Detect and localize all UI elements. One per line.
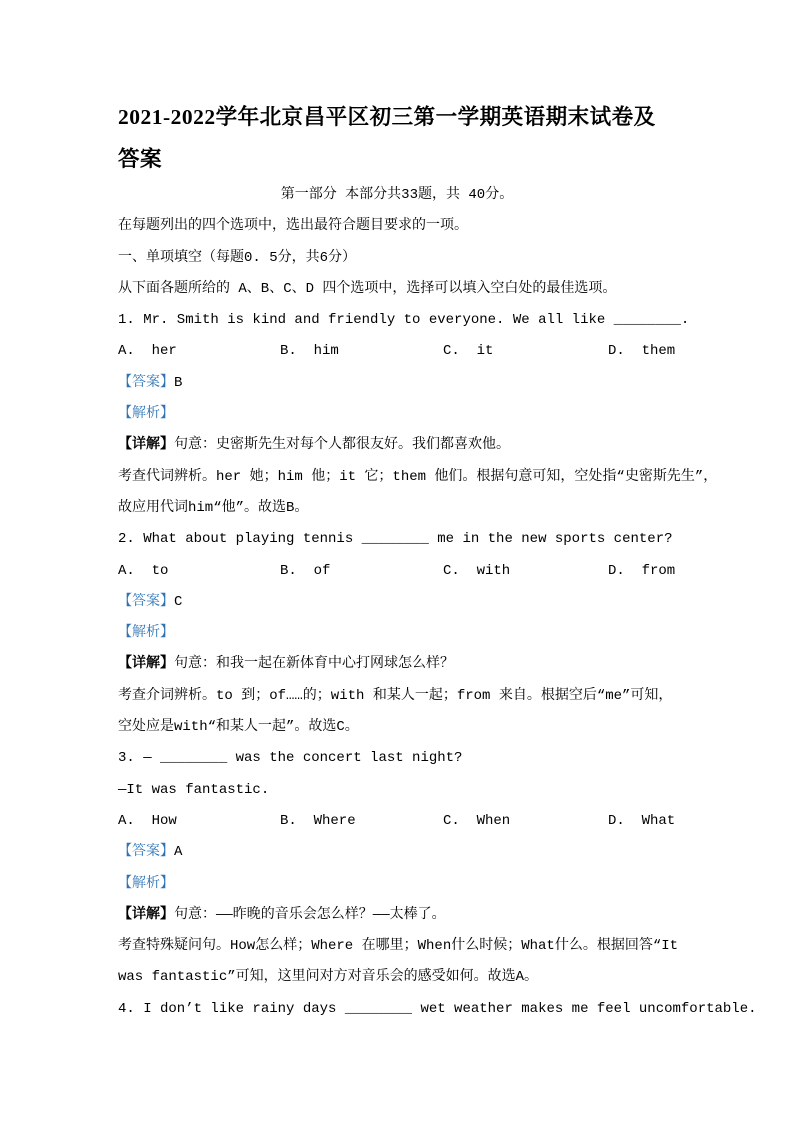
- question-1-options: [118, 336, 676, 367]
- answer-label: 【答案】: [118, 844, 174, 861]
- question-3-option-c: C. When: [443, 812, 511, 829]
- question-1-option-b: B. him: [280, 343, 339, 360]
- question-3-answer-line: [118, 837, 676, 868]
- question-1-option-a: A. her: [118, 343, 177, 360]
- question-2-detail-line-2: 考查介词辨析。to 到；of……的；with 和某人一起；from 来自。根据空后“me”可知，: [118, 687, 673, 704]
- answer-label: 【答案】: [118, 593, 174, 610]
- question-3-option-d: D. What: [608, 812, 676, 829]
- part-header: 第一部分 本部分共33题，共 40分。: [280, 187, 514, 203]
- question-3-stem: 3. — ________ was the concert last night?: [118, 750, 463, 767]
- question-2-detail-intro: 句意：和我一起在新体育中心打网球怎么样？: [174, 656, 454, 673]
- document-title: 2021-2022学年北京昌平区初三第一学期英语期末试卷及答案: [118, 105, 656, 171]
- question-2-detail-line-3: 空处应是with“和某人一起”。故选C。: [118, 719, 359, 736]
- section-instruction: 从下面各题所给的 A、B、C、D 四个选项中，选择可以填入空白处的最佳选项。: [118, 280, 617, 297]
- question-3-analysis-line: [118, 869, 676, 900]
- question-3-stem-line-2: —It was fantastic.: [118, 781, 270, 798]
- question-1-detail-line-2: 考查代词辨析。her 她；him 他；it 它；them 他们。根据句意可知，空处指“史密斯先生”，: [118, 468, 718, 485]
- question-1-detail-intro: 句意：史密斯先生对每个人都很友好。我们都喜欢他。: [174, 437, 510, 454]
- question-2-options: [118, 556, 676, 587]
- question-2-option-a: A. to: [118, 562, 169, 579]
- question-3-detail-line-2: 考查特殊疑问句。How怎么样；Where 在哪里；When什么时候；What什么。根据回答“It: [118, 938, 679, 955]
- question-3-option-a: A. How: [118, 812, 177, 829]
- question-2-detail-line-1: [118, 649, 676, 680]
- question-1: [118, 305, 718, 524]
- question-1-analysis-line: [118, 399, 676, 430]
- question-3-answer-value: A: [174, 844, 183, 861]
- question-2-analysis-line: [118, 618, 676, 649]
- question-1-answer-value: B: [174, 374, 183, 391]
- general-instruction: 在每题列出的四个选项中，选出最符合题目要求的一项。: [118, 218, 468, 235]
- analysis-label: 【解析】: [118, 625, 174, 642]
- question-2: [118, 524, 676, 743]
- analysis-label: 【解析】: [118, 406, 174, 423]
- question-1-detail-line-3: 故应用代词him“他”。故选B。: [118, 499, 309, 516]
- question-1-option-c: C. it: [443, 343, 494, 360]
- detail-label: 【详解】: [118, 437, 174, 454]
- analysis-label: 【解析】: [118, 875, 174, 892]
- question-2-option-c: C. with: [443, 562, 511, 579]
- question-2-option-b: B. of: [280, 562, 331, 579]
- question-3-option-b: B. Where: [280, 812, 356, 829]
- question-3: [118, 743, 679, 993]
- question-3-detail-line-1: [118, 900, 676, 931]
- question-1-answer-line: [118, 368, 676, 399]
- question-2-answer-line: [118, 587, 676, 618]
- question-2-option-d: D. from: [608, 562, 676, 579]
- answer-label: 【答案】: [118, 374, 174, 391]
- question-3-options: [118, 806, 676, 837]
- question-3-detail-intro: 句意：——昨晚的音乐会怎么样？——太棒了。: [174, 906, 446, 923]
- question-1-detail-line-1: [118, 430, 676, 461]
- question-4-stem: 4. I don’t like rainy days ________ wet weather makes me feel uncomfortable.: [118, 1000, 757, 1017]
- question-1-option-d: D. them: [608, 343, 676, 360]
- detail-label: 【详解】: [118, 656, 174, 673]
- question-4: [118, 994, 757, 1025]
- detail-label: 【详解】: [118, 906, 174, 923]
- question-2-answer-value: C: [174, 593, 183, 610]
- question-3-detail-line-3: was fantastic”可知，这里问对方对音乐会的感受如何。故选A。: [118, 969, 539, 986]
- question-1-stem: 1. Mr. Smith is kind and friendly to everyone. We all like ________.: [118, 312, 690, 329]
- question-2-stem: 2. What about playing tennis ________ me in the new sports center?: [118, 531, 673, 548]
- section-heading: 一、单项填空（每题0. 5分，共6分）: [118, 249, 357, 266]
